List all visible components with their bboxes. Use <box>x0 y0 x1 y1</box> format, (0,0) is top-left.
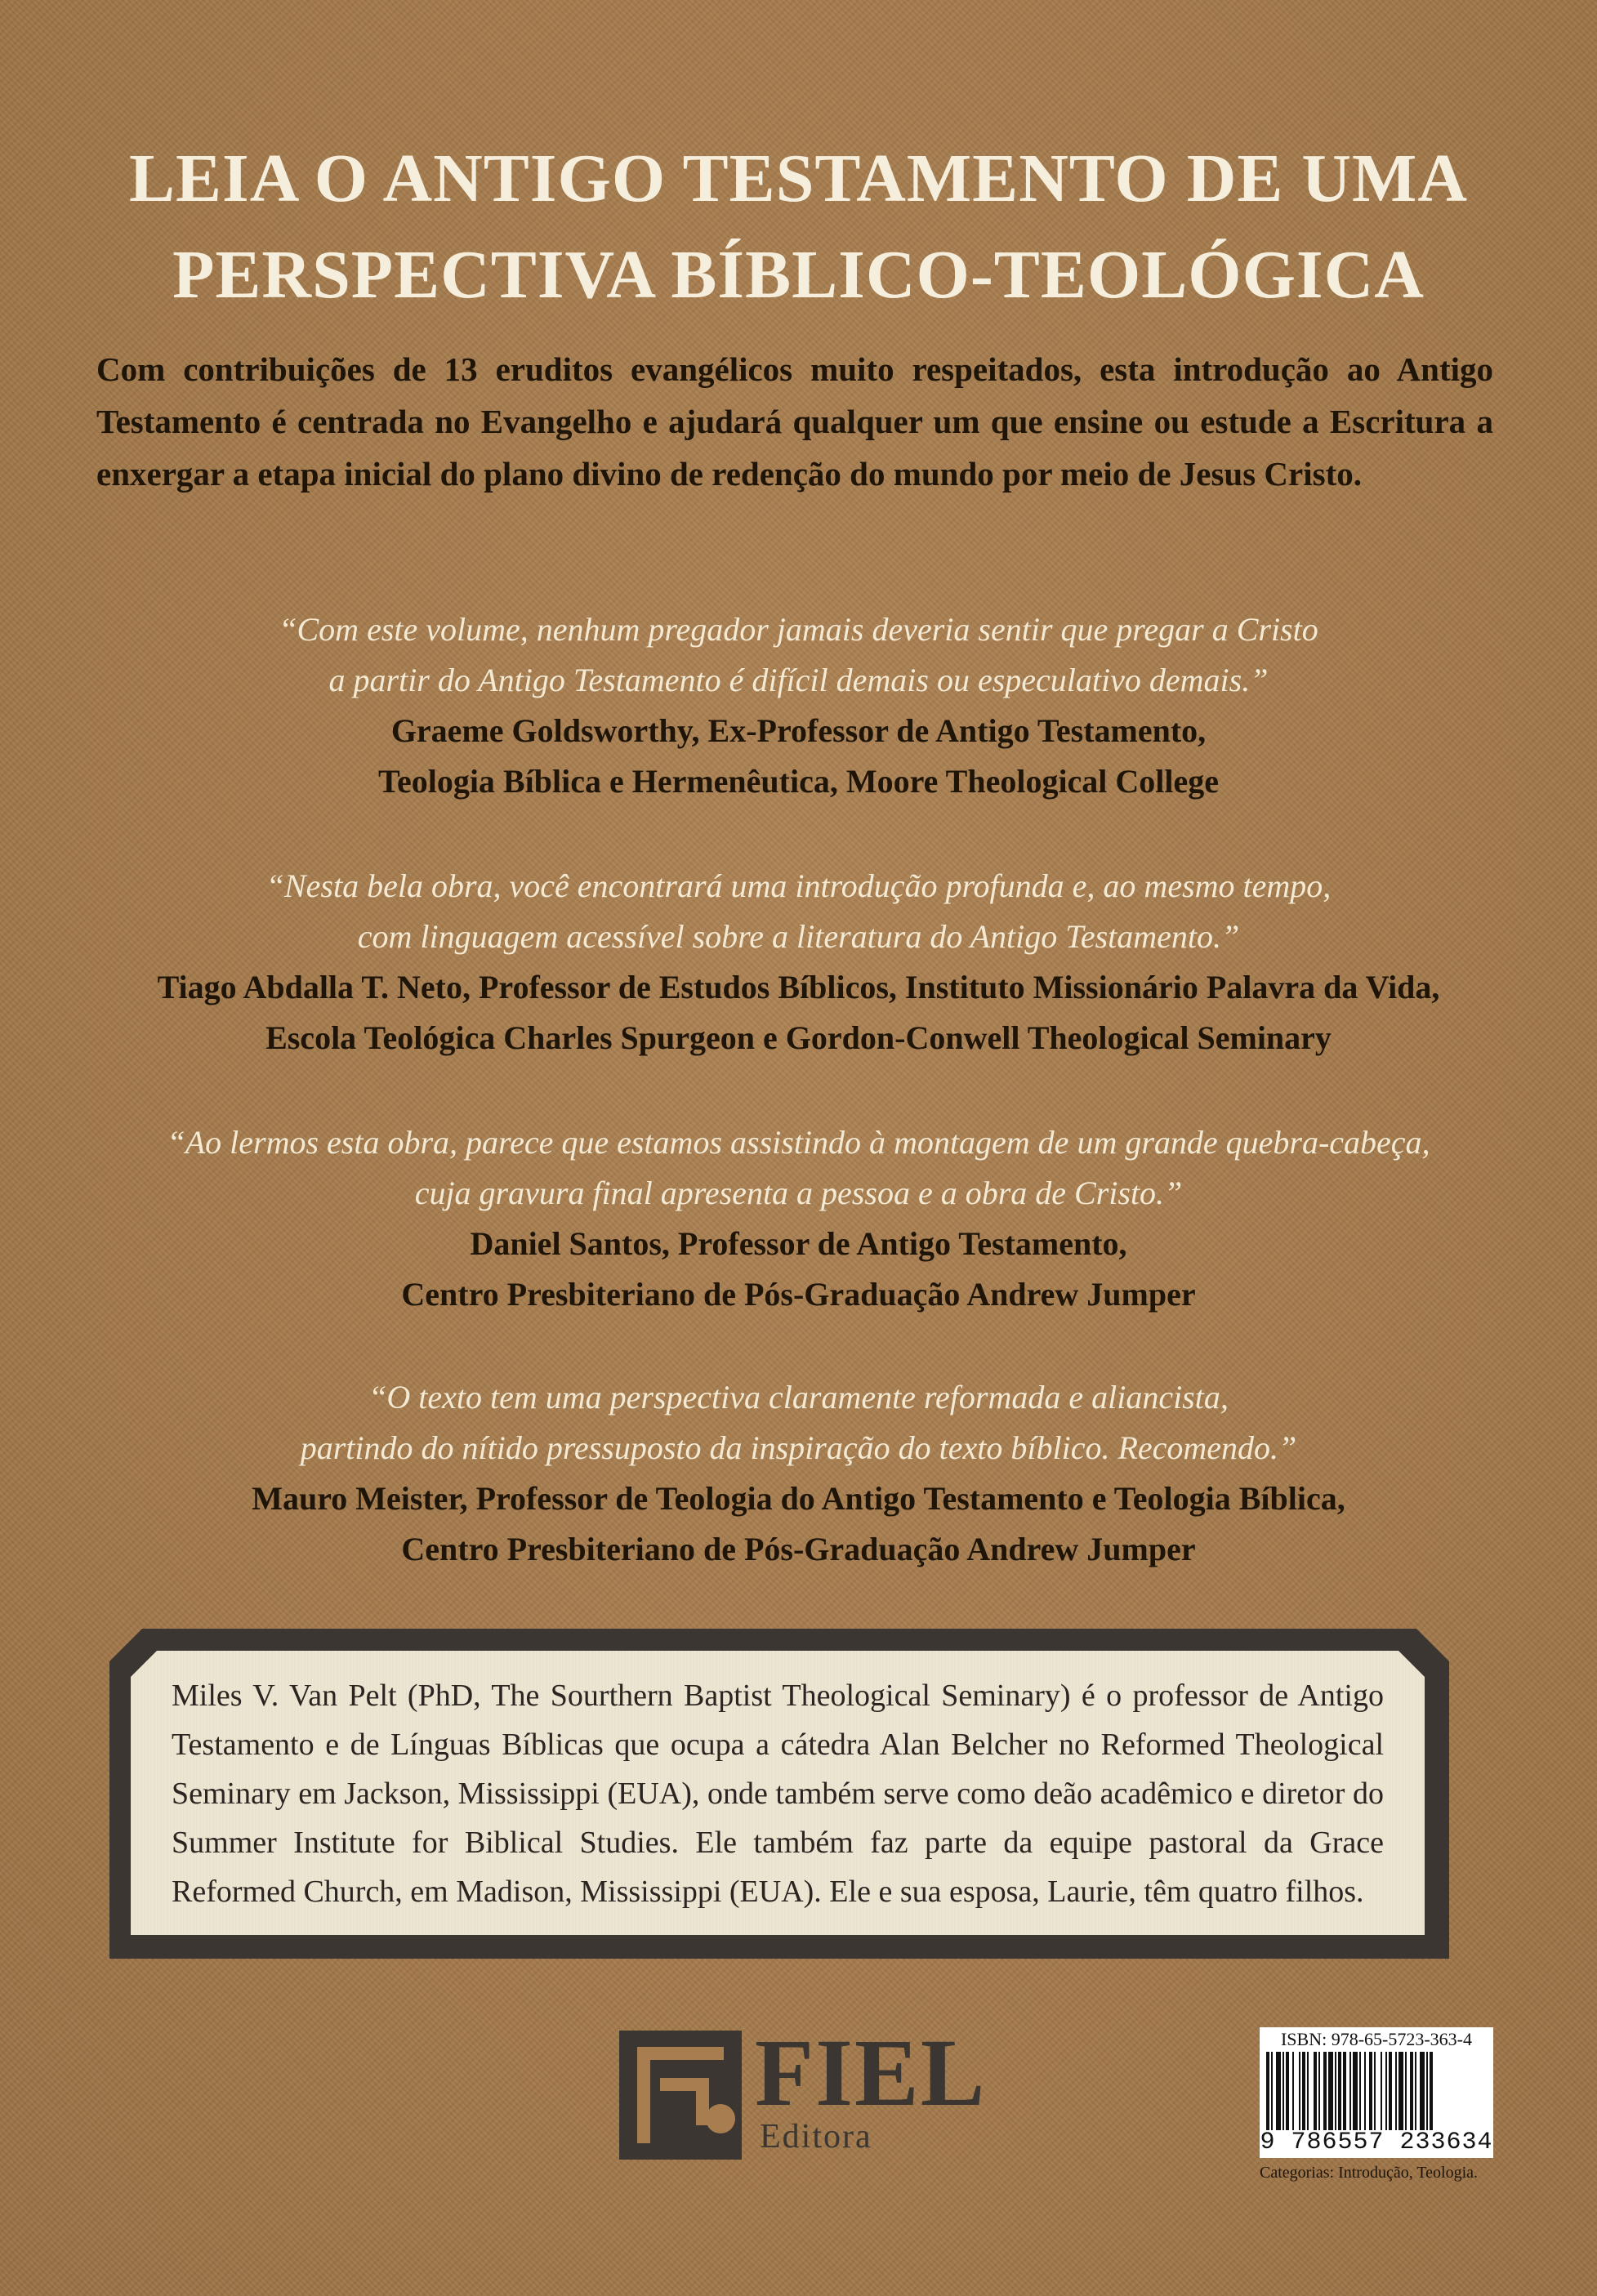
endorsement-quote-line: “Com este volume, nenhum pregador jamais deveria sentir que pregar a Cristo <box>279 611 1318 648</box>
endorsement-author-line: Tiago Abdalla T. Neto, Professor de Estudos Bíblicos, Instituto Missionário Palavra da Vida, <box>157 969 1440 1005</box>
publisher-subtitle: Editora <box>760 2118 872 2156</box>
endorsement-quote-line: com linguagem acessível sobre a literatura do Antigo Testamento.” <box>357 918 1240 955</box>
publisher-logo <box>619 2019 987 2163</box>
fiel-logo-icon <box>619 2031 742 2160</box>
endorsement-quote-line: a partir do Antigo Testamento é difícil demais ou especulativo demais.” <box>328 662 1269 698</box>
title-line-1: LEIA O ANTIGO TESTAMENTO DE UMA <box>128 140 1469 216</box>
endorsement-quote-line: “O texto tem uma perspectiva claramente reformada e aliancista, <box>368 1379 1229 1415</box>
endorsement-author-line: Centro Presbiteriano de Pós-Graduação Andrew Jumper <box>401 1531 1196 1567</box>
author-bio-text: Miles V. Van Pelt (PhD, The Sourthern Baptist Theological Seminary) é o professor de Antigo Testamento e de Línguas Bíblicas que ocupa a cátedra Alan Belcher no Reformed Theological Seminary em Jackson, Mississippi (EUA), onde também serve como deão acadêmico e diretor do Summer Institute for Biblical Studies. Ele também faz parte da equipe pastoral da Grace Reformed Church, em Madison, Mississippi (EUA). Ele e sua esposa, Laurie, têm quatro filhos. <box>172 1679 1384 1909</box>
endorsement-author-line: Daniel Santos, Professor de Antigo Testamento, <box>470 1225 1127 1262</box>
endorsement-author-line: Mauro Meister, Professor de Teologia do Antigo Testamento e Teologia Bíblica, <box>252 1480 1345 1517</box>
barcode-digits: 9 786557 233634 <box>1260 2129 1493 2156</box>
endorsement-quote-line: cuja gravura final apresenta a pessoa e a obra de Cristo.” <box>414 1175 1183 1211</box>
intro-paragraph: Com contribuições de 13 eruditos evangélicos muito respeitados, esta introdução ao Antigo Testamento é centrada no Evangelho e ajudará qualquer um que ensine ou estude a Escritura a enxergar a etapa inicial do plano divino de redenção do mundo por meio de Jesus Cristo. <box>96 350 1493 493</box>
barcode-icon <box>1266 2052 1487 2130</box>
endorsement-quote-line: partindo do nítido pressuposto da inspiração do texto bíblico. Recomendo.” <box>300 1429 1297 1466</box>
endorsement-4 <box>0 1372 1597 1575</box>
endorsement-quote-line: “Nesta bela obra, você encontrará uma introdução profunda e, ao mesmo tempo, <box>265 867 1332 904</box>
endorsement-2 <box>0 861 1597 1063</box>
publisher-name: FIEL <box>755 2019 987 2126</box>
endorsement-author-line: Centro Presbiteriano de Pós-Graduação Andrew Jumper <box>401 1276 1196 1313</box>
endorsement-quote-line: “Ao lermos esta obra, parece que estamos assistindo à montagem de um grande quebra-cabeça, <box>167 1124 1430 1161</box>
cover-title <box>0 131 1597 323</box>
endorsement-author-line: Graeme Goldsworthy, Ex-Professor de Antigo Testamento, <box>390 712 1207 749</box>
endorsement-author-line: Teologia Bíblica e Hermenêutica, Moore Theological College <box>377 763 1220 800</box>
isbn-label: ISBN: 978-65-5723-363-4 <box>1280 2029 1473 2049</box>
title-line-2: PERSPECTIVA BÍBLICO-TEOLÓGICA <box>172 237 1425 313</box>
isbn-barcode <box>1260 2027 1493 2158</box>
endorsement-author-line: Escola Teológica Charles Spurgeon e Gordon-Conwell Theological Seminary <box>265 1019 1332 1056</box>
categories-line: Categorias: Introdução, Teologia. <box>1260 2164 1479 2182</box>
endorsement-1 <box>0 604 1597 807</box>
endorsement-3 <box>0 1117 1597 1320</box>
